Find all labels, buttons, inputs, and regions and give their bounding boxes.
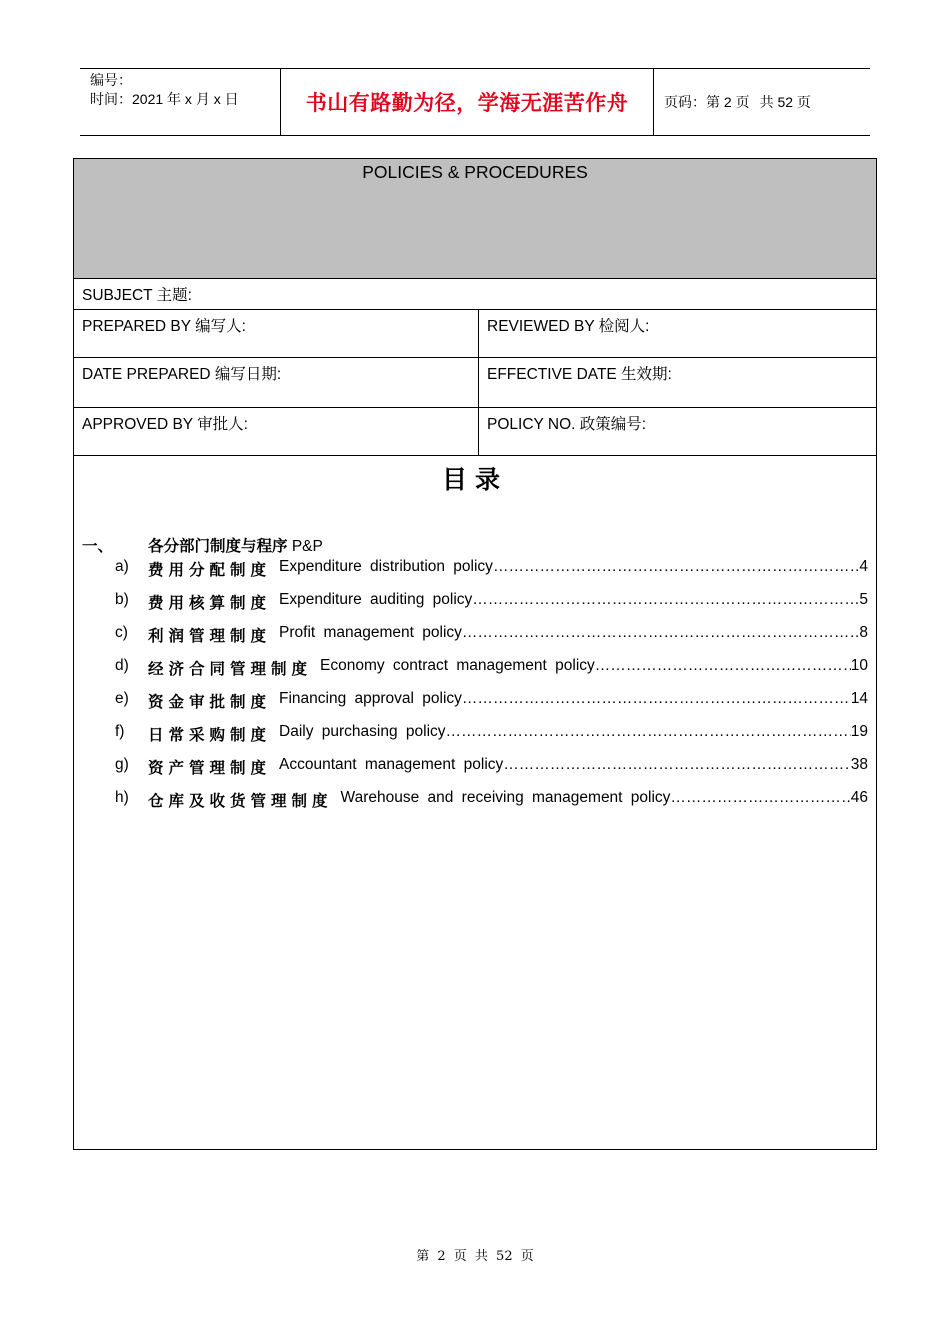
toc-entry-page: 4	[859, 558, 868, 575]
reviewed-by-field: REVIEWED BY 检阅人:	[487, 318, 650, 335]
approved-by-field: APPROVED BY 审批人:	[74, 408, 479, 455]
subject-field: SUBJECT 主题:	[82, 287, 192, 304]
toc-entry-page: 8	[859, 624, 868, 641]
toc-section-title-cn: 各分部门制度与程序	[148, 538, 288, 555]
toc-entry-title-cn: 费用分配制度	[148, 562, 272, 579]
date-prepared-field: DATE PREPARED 编写日期:	[74, 358, 479, 407]
toc-entry[interactable]	[74, 723, 876, 756]
doc-number-label: 编号：	[90, 72, 132, 88]
prepared-row	[74, 310, 876, 358]
page-footer: 第 2 页 共 52 页	[416, 1249, 534, 1264]
toc-list	[74, 558, 876, 822]
toc-entry-title-en: Accountant management policy	[279, 756, 504, 773]
toc-entry-letter: g)	[115, 756, 129, 773]
page-header	[80, 68, 870, 136]
toc-section-title-en: P&P	[291, 538, 323, 555]
toc-entry[interactable]	[74, 591, 876, 624]
toc-leader-dots	[472, 591, 859, 613]
toc-section-number: 一、	[82, 538, 114, 555]
toc-entry[interactable]	[74, 756, 876, 789]
toc-section	[74, 534, 876, 558]
toc-entry-page: 14	[850, 690, 868, 707]
header-motto-cell	[281, 69, 654, 135]
toc-entry-title-cn: 经济合同管理制度	[148, 661, 313, 678]
doc-date: 时间：2021 年 x 月 x 日	[90, 91, 239, 107]
toc-entry-letter: f)	[115, 723, 125, 740]
toc-entry-letter: a)	[115, 558, 129, 575]
toc-leader-dots	[462, 690, 851, 712]
date-row	[74, 358, 876, 408]
toc-entry-title-cn: 费用核算制度	[148, 595, 272, 612]
toc-entry-title-cn: 利润管理制度	[148, 628, 272, 645]
toc-entry[interactable]	[74, 690, 876, 723]
toc-leader-dots	[462, 624, 859, 646]
toc-entry-page: 19	[850, 723, 868, 740]
header-page-total: 共 52 页	[759, 94, 811, 110]
toc-entry-page: 46	[850, 789, 868, 806]
toc-entry-letter: h)	[115, 789, 129, 806]
toc-section-title	[148, 534, 323, 556]
toc-leader-dots	[670, 789, 850, 811]
toc-entry-letter: b)	[115, 591, 129, 608]
form-title: POLICIES & PROCEDURES	[362, 162, 588, 182]
toc-entry-title-en: Daily purchasing policy	[279, 723, 446, 740]
toc-entry-page: 5	[859, 591, 868, 608]
subject-row	[74, 279, 876, 310]
toc-entry-letter: c)	[115, 624, 128, 641]
toc-entry-page: 38	[850, 756, 868, 773]
toc-entry-title-en: Expenditure distribution policy	[279, 558, 493, 575]
header-page-current: 页码：第 2 页	[664, 94, 750, 110]
toc-entry-title-en: Economy contract management policy	[320, 657, 595, 674]
toc-entry-title-en: Warehouse and receiving management policy	[340, 789, 671, 806]
toc-leader-dots	[595, 657, 851, 679]
approval-row	[74, 408, 876, 456]
header-motto: 书山有路勤为径，学海无涯苦作舟	[305, 90, 629, 115]
toc-entry-letter: d)	[115, 657, 129, 674]
toc-entry-letter: e)	[115, 690, 129, 707]
form-title-banner	[74, 159, 876, 279]
policy-no-field: POLICY NO. 政策编号:	[487, 416, 647, 433]
toc-entry-title-en: Financing approval policy	[279, 690, 462, 707]
toc-entry-title-cn: 资产管理制度	[148, 760, 272, 777]
toc-leader-dots	[493, 558, 859, 580]
toc-entry[interactable]	[74, 558, 876, 591]
toc-entry[interactable]	[74, 657, 876, 690]
policy-form	[73, 158, 877, 1150]
toc-entry-page: 10	[850, 657, 868, 674]
toc-leader-dots	[503, 756, 850, 778]
header-meta	[80, 69, 281, 135]
toc-title: 目录	[441, 466, 508, 494]
prepared-by-field: PREPARED BY 编写人:	[74, 310, 479, 357]
toc-leader-dots	[446, 723, 851, 745]
toc-entry-title-cn: 日常采购制度	[148, 727, 272, 744]
toc-entry-title-cn: 资金审批制度	[148, 694, 272, 711]
header-page-info	[654, 69, 870, 135]
toc-entry[interactable]	[74, 624, 876, 657]
toc-entry-title-cn: 仓库及收货管理制度	[148, 793, 333, 810]
toc-entry-title-en: Expenditure auditing policy	[279, 591, 473, 608]
effective-date-field: EFFECTIVE DATE 生效期:	[487, 366, 672, 383]
toc-entry-title-en: Profit management policy	[279, 624, 462, 641]
toc-entry[interactable]	[74, 789, 876, 822]
